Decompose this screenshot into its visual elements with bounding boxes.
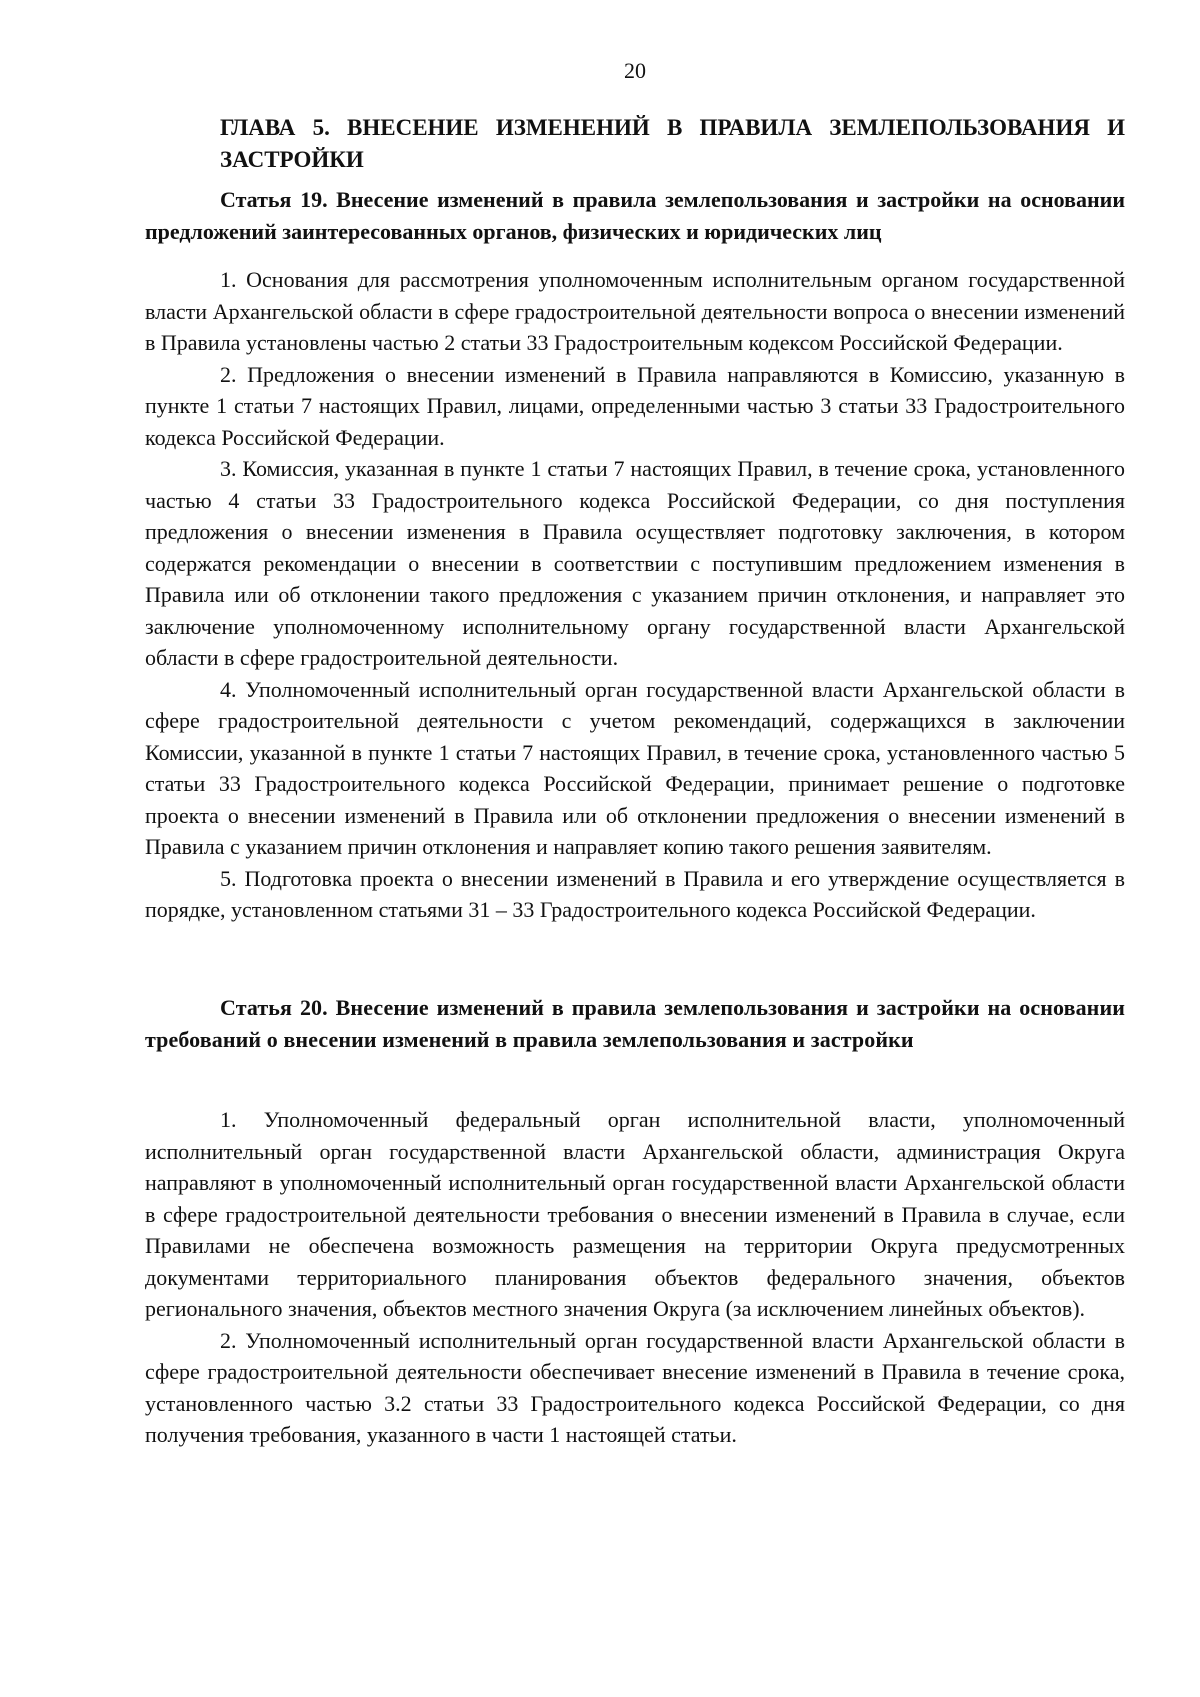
article-20-title: Статья 20. Внесение изменений в правила землепользования и застройки на основании требований о внесении изменений в правила землепользования и застройки (145, 995, 1125, 1052)
article-19-body (145, 264, 1125, 926)
article-20-paragraph-2: 2. Уполномоченный исполнительный орган государственной власти Архангельской области в сфере градостроительной деятельности обеспечивает внесение изменений в Правила в течение срока, установленного частью 3.2 статьи 33 Градостроительного кодекса Российской Федерации, со дня получения требования, указанного в части 1 настоящей статьи. (145, 1327, 1125, 1447)
article-19-paragraph-1: 1. Основания для рассмотрения уполномоченным исполнительным органом государственной власти Архангельской области в сфере градостроительной деятельности вопроса о внесении изменений в Правила установлены частью 2 статьи 33 Градостроительным кодексом Российской Федерации. (145, 267, 1125, 355)
article-19-paragraph-2: 2. Предложения о внесении изменений в Правила направляются в Комиссию, указанную в пункте 1 статьи 7 настоящих Правил, лицами, определенными частью 3 статьи 33 Градостроительного кодекса Российской Федерации. (145, 361, 1125, 450)
article-19-paragraph-5: 5. Подготовка проекта о внесении изменений в Правила и его утверждение осуществляется в порядке, установленном статьями 31 – 33 Градостроительного кодекса Российской Федерации. (145, 865, 1125, 922)
article-19-paragraph-4: 4. Уполномоченный исполнительный орган государственной власти Архангельской области в сфере градостроительной деятельности с учетом рекомендаций, содержащихся в заключении Комиссии, указанной в пункте 1 статьи 7 настоящих Правил, в течение срока, установленного частью 5 статьи 33 Градостроительного кодекса Российской Федерации, принимает решение о подготовке проекта о внесении изменений в Правила или об отклонении предложения о внесении изменений в Правила с указанием причин отклонения и направляет копию такого решения заявителям. (145, 676, 1125, 859)
page-number: 20 (624, 58, 646, 83)
article-20-paragraph-1: 1. Уполномоченный федеральный орган исполнительной власти, уполномоченный исполнительный орган государственной власти Архангельской области, администрация Округа направляют в уполномоченный исполнительный орган государственной власти Архангельской области в сфере градостроительной деятельности требования о внесении изменений в Правила в случае, если Правилами не обеспечена возможность размещения на территории Округа предусмотренных документами территориального планирования объектов федерального значения, объектов регионального значения, объектов местного значения Округа (за исключением линейных объектов). (145, 1107, 1125, 1321)
article-20-body (145, 1104, 1125, 1451)
article-19-title: Статья 19. Внесение изменений в правила землепользования и застройки на основании предложений заинтересованных органов, физических и юридических лиц (145, 187, 1125, 244)
article-19-paragraph-3: 3. Комиссия, указанная в пункте 1 статьи 7 настоящих Правил, в течение срока, установленного частью 4 статьи 33 Градостроительного кодекса Российской Федерации, со дня поступления предложения о внесении изменения в Правила осуществляет подготовку заключения, в котором содержатся рекомендации о внесении в соответствии с поступившим предложением изменения в Правила или об отклонении такого предложения с указанием причин отклонения, и направляет это заключение уполномоченному исполнительному органу государственной власти Архангельской области в сфере градостроительной деятельности. (145, 456, 1125, 670)
chapter-title: ГЛАВА 5. ВНЕСЕНИЕ ИЗМЕНЕНИЙ В ПРАВИЛА ЗЕМЛЕПОЛЬЗОВАНИЯ И ЗАСТРОЙКИ (220, 115, 1125, 172)
